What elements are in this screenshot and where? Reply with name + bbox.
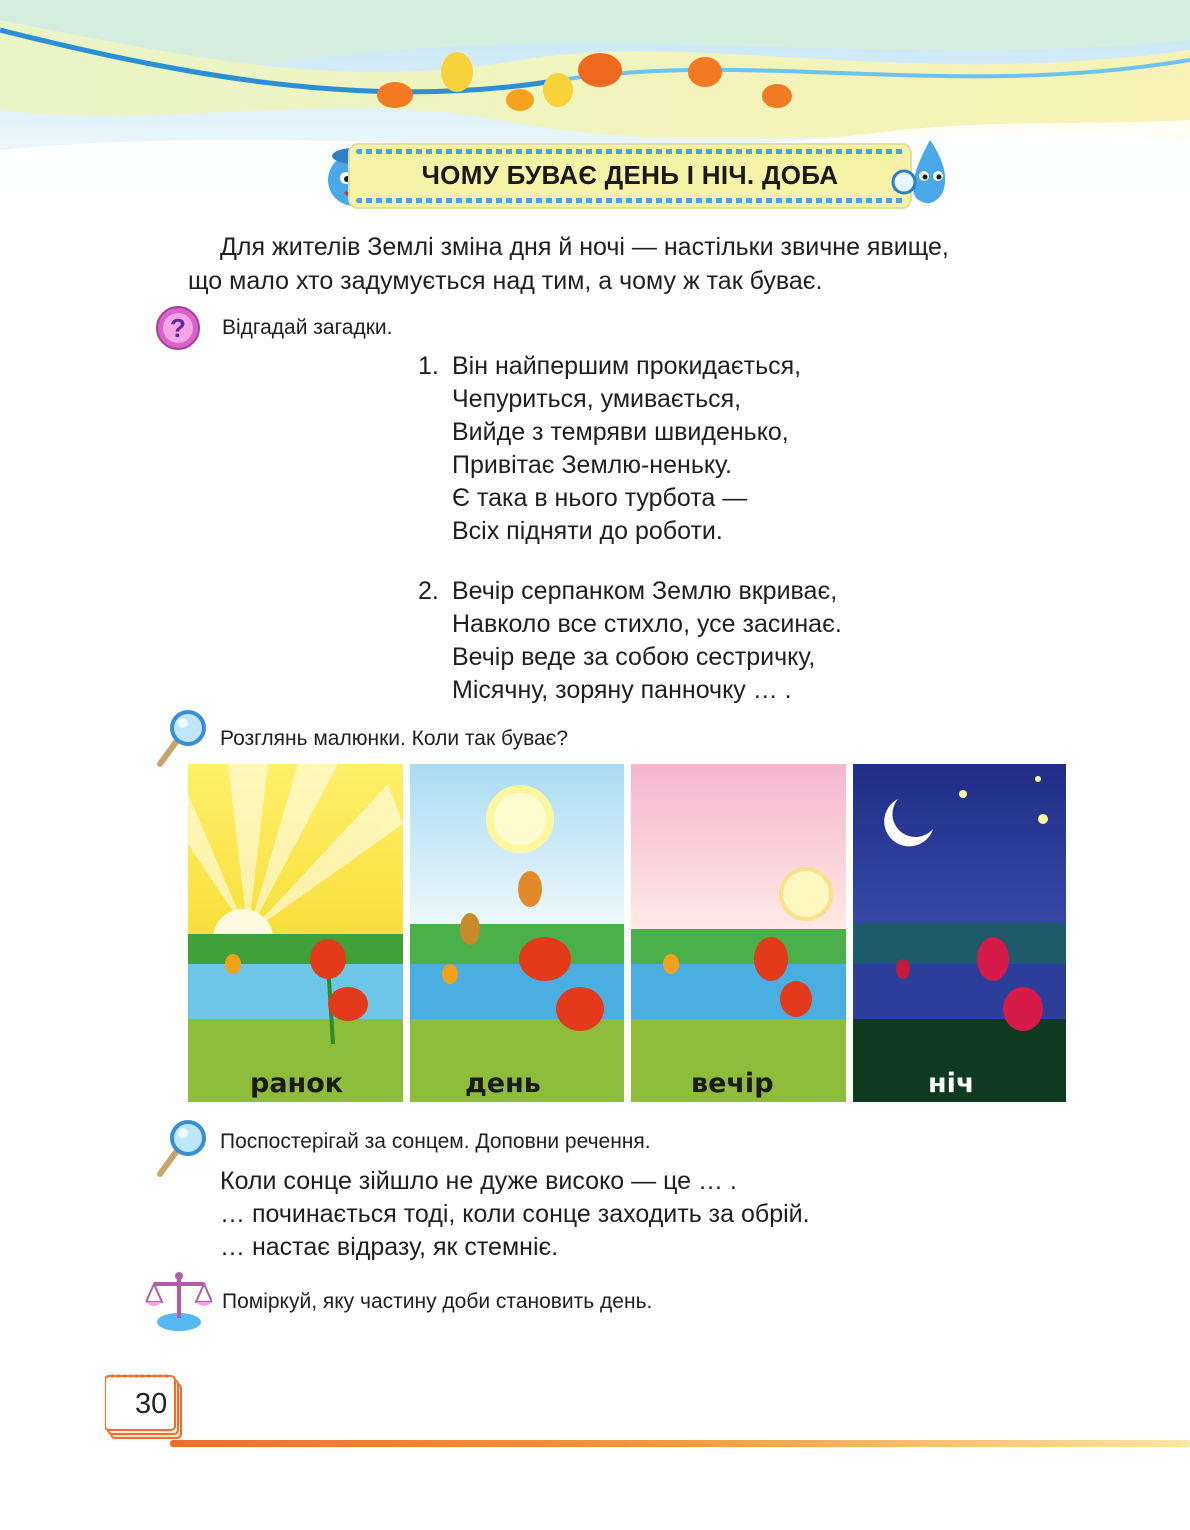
panel-night	[853, 764, 1066, 1102]
riddle-line: Вечір веде за собою сестричку,	[452, 643, 816, 671]
magnifier-icon	[156, 708, 212, 768]
intro-line-1: Для жителів Землі зміна дня й ночі — настільки звичне явище,	[220, 233, 949, 261]
mascot-droplet-magnifier-icon	[882, 132, 962, 212]
fill-in-sentences	[220, 1165, 810, 1264]
sentence: Коли сонце зійшло не дуже високо — це … .	[220, 1167, 737, 1195]
riddle-1	[418, 350, 801, 548]
panel-label-night: ніч	[928, 1068, 975, 1099]
task-observe-sun: Поспостерігай за сонцем. Доповни речення.	[220, 1130, 651, 1153]
panel-evening	[631, 764, 846, 1102]
footer-divider	[170, 1440, 1190, 1447]
panel-label-day: день	[465, 1068, 541, 1099]
task-riddles: Відгадай загадки.	[222, 316, 393, 339]
panel-label-morning: ранок	[250, 1068, 344, 1099]
riddle-line: Чепуриться, умивається,	[452, 385, 742, 413]
panel-morning	[188, 764, 403, 1102]
page-title: ЧОМУ БУВАЄ ДЕНЬ І НІЧ. ДОБА	[421, 160, 839, 190]
panel-label-evening: вечір	[691, 1068, 774, 1099]
riddle-line: Привітає Землю-неньку.	[452, 451, 733, 479]
question-icon	[155, 305, 201, 351]
riddle-line: Вечір серпанком Землю вкриває,	[452, 577, 838, 605]
task-pictures: Розглянь малюнки. Коли так буває?	[220, 727, 569, 750]
svg-text:?: ?	[170, 313, 186, 343]
intro-line-2: що мало хто задумується над тим, а чому ж так буває.	[188, 267, 823, 295]
title-banner	[350, 145, 910, 207]
riddle-1-number: 1.	[418, 352, 439, 380]
riddle-line: Вийде з темряви швиденько,	[452, 418, 789, 446]
sentence: … починається тоді, коли сонце заходить за обрій.	[220, 1200, 810, 1228]
riddle-2	[418, 575, 842, 707]
day-phases-pictures	[188, 764, 1066, 1102]
riddle-line: Він найпершим прокидається,	[452, 352, 802, 380]
riddle-line: Навколо все стихло, усе засинає.	[452, 610, 842, 638]
intro-paragraph	[188, 230, 1088, 298]
task-reflect: Поміркуй, яку частину доби становить день.	[222, 1290, 653, 1313]
scales-icon	[146, 1268, 212, 1334]
riddle-2-number: 2.	[418, 577, 439, 605]
panel-day	[410, 764, 624, 1102]
magnifier-icon	[156, 1118, 212, 1178]
sentence: … настає відразу, як стемніє.	[220, 1233, 559, 1261]
riddle-line: Всіх підняти до роботи.	[452, 517, 723, 545]
riddle-line: Є така в нього турбота —	[452, 484, 748, 512]
page-number: 30	[135, 1388, 168, 1420]
riddle-line: Місячну, зоряну панночку … .	[452, 676, 792, 704]
